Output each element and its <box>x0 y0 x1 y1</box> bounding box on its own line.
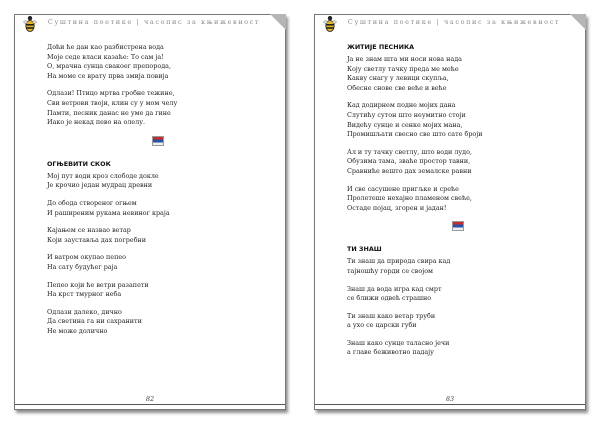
flag-icon <box>452 221 464 231</box>
poem-line: Ти знаш да природа свира кад <box>347 257 451 266</box>
poem-line: О, мрачна сунца свакоег препорода, <box>47 62 171 71</box>
poem-line: Одлази далеко, дично <box>47 307 122 316</box>
poem-line: Обузима тама, зваће простор тавни, <box>347 157 471 166</box>
stanza <box>47 226 269 245</box>
poem-line: И ватром окупао пепео <box>47 253 126 262</box>
poem-line: Је крочио један мудрац древни <box>47 181 153 190</box>
poem-line: Одлази! Птицо мртва гробне тежине, <box>47 89 175 98</box>
page-number: 83 <box>445 395 455 403</box>
page-number: 82 <box>145 395 155 403</box>
folded-corner <box>270 14 286 30</box>
poem-line: Знаш како сунце таласно јечи <box>347 338 450 347</box>
poem-line: се ближи одвећ страшно <box>347 294 432 303</box>
poem <box>47 43 269 128</box>
stanza <box>347 257 569 276</box>
poem-line: Доћи ће дан као разбистрена вода <box>47 43 164 51</box>
stanza <box>47 172 269 191</box>
poem-line: а ухо се царски губи <box>347 321 417 330</box>
poem-line: Промишљати свесно све што сате броји <box>347 130 483 139</box>
stanza <box>47 89 269 127</box>
stanza <box>347 101 569 139</box>
stanza <box>47 199 269 218</box>
journal-header: Суштина поетике | часопис за књижевност <box>347 18 561 26</box>
folded-corner <box>570 14 586 30</box>
stanza <box>347 339 569 358</box>
flag-icon <box>152 136 164 146</box>
poem-line: Сравниће вешто дах земалске равни <box>347 166 472 175</box>
stanza <box>47 281 269 300</box>
bee-logo-icon <box>23 15 37 33</box>
poem-line: Какву снагу у левици скупља, <box>347 74 449 83</box>
poem-line: И све сасушене пригљке и среће <box>347 184 459 193</box>
poem-title: ЖИТИЈЕ ПЕСНИКА <box>347 43 415 51</box>
poem-line: Коју светлу тачку преда ме меће <box>347 64 459 73</box>
poem-line: Ја не знам шта ми носи нова нада <box>347 55 462 63</box>
right-page-content <box>347 43 569 366</box>
poem-title: ТИ ЗНАШ <box>347 245 382 254</box>
poem-line: До обода створеног огњем <box>47 198 137 207</box>
stanza <box>347 185 569 214</box>
poem <box>347 43 569 213</box>
poem-line: Иако је некад пево на олелу. <box>47 118 146 127</box>
poem-line: Кајањем се назвао ветар <box>47 226 131 235</box>
poem <box>347 245 569 358</box>
poem-line: Обесне снове све веће и веће <box>347 83 447 92</box>
poem-line: Пепео који ће ветри разапети <box>47 280 149 289</box>
poem-line: На крст тмурног неба <box>47 290 122 299</box>
poem-line: Видећу сунце и сенке мојих мана, <box>347 120 463 129</box>
poem-line: Знаш да вода игра кад смрт <box>347 284 442 293</box>
poem-line: Мој пут води кроз слободе докле <box>47 171 159 180</box>
stanza <box>347 312 569 331</box>
poem-line: Који зауставља дах погребни <box>47 235 146 244</box>
poem-line: а главе беживотно падају <box>347 348 434 357</box>
poem-line: Памти, песник данас не уме да гине <box>47 108 171 117</box>
footer-rule <box>315 404 585 405</box>
poem-title: ОГЊЕВИТИ СКОК <box>47 159 111 168</box>
left-page <box>14 14 286 410</box>
poem-line: Да светина га ни сахранити <box>47 317 142 326</box>
poem-line: Не може долично <box>47 326 108 335</box>
poem-line: Моје седе власи казаће: То сам ја! <box>47 52 164 61</box>
poem-line: На моме се врату прва змија повија <box>47 71 169 80</box>
footer-rule <box>15 404 285 405</box>
poem <box>47 160 269 337</box>
poem-line: тајношћу горди се својом <box>347 266 434 275</box>
stanza <box>47 308 269 337</box>
poem-line: Сви ветрови твоји, клин су у мом челу <box>47 98 178 107</box>
stanza <box>47 253 269 272</box>
poem-line: Слутићу сутон што неумитно стоји <box>347 110 466 119</box>
stanza <box>47 43 269 81</box>
left-page-content <box>47 43 269 344</box>
right-page <box>314 14 586 410</box>
poem-line: Кад додирнем подне мојих дана <box>347 101 456 110</box>
bee-logo-icon <box>323 15 337 33</box>
poem-line: Ти знаш како ветар труби <box>347 311 436 320</box>
poem-line: Остаде појац, згорен и јадан! <box>347 203 447 212</box>
stanza <box>347 55 569 93</box>
journal-header: Суштина поетике | часопис за књижевност <box>47 18 261 26</box>
stanza <box>347 285 569 304</box>
poem-line: На сату будућег раја <box>47 262 118 271</box>
poem-line: И раширеним рукама невиног краја <box>47 208 170 217</box>
stanza <box>347 148 569 177</box>
poem-line: Пролетеше нехајно пламеном свеће, <box>347 194 472 203</box>
poem-line: Ал и ту тачку светлу, што води лудо, <box>347 147 472 156</box>
